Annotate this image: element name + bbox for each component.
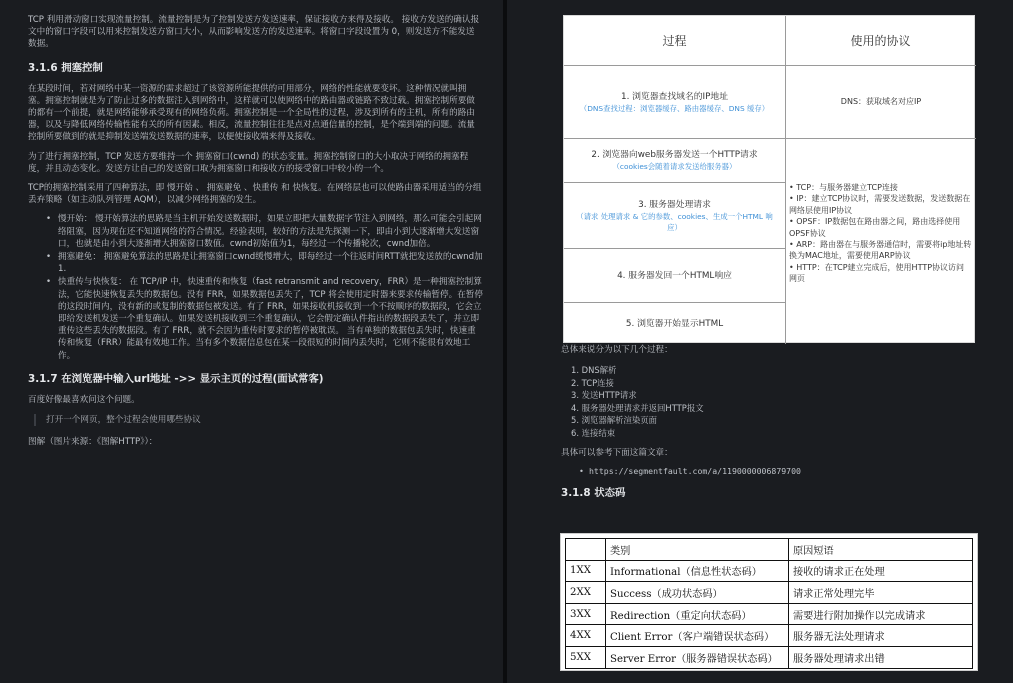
browser-process-diagram (563, 15, 975, 343)
summary-text: 总体来说分为以下几个过程： (561, 345, 673, 355)
table-header-row (566, 539, 973, 561)
url-process-heading: 3.1.7 在浏览器中输入url地址 ->> 显示主页的过程(面试常客) (28, 372, 324, 385)
process-step-2: 2. 浏览器向web服务器发送一个HTTP请求 （cookies会随着请求发送给服务器） (591, 150, 758, 171)
status-code-heading: 3.1.8 状态码 (561, 487, 626, 500)
flow-control-paragraph: TCP 利用滑动窗口实现流量控制。流量控制是为了控制发送方发送速率，保证接收方来得及接收。 接收方发送的确认报文中的窗口字段可以用来控制发送方窗口大小，从而影响发送方的发送速率。将窗口字段设置为 0，则发送方不能发送数据。 (28, 15, 480, 50)
congestion-paragraph-1: 在某段时间，若对网络中某一资源的需求超过了该资源所能提供的可用部分，网络的性能就要变坏。这种情况就叫拥塞。拥塞控制就是为了防止过多的数据注入到网络中，这样就可以使网络中的路由器或链路不致过载。拥塞控制所要做的都有一个前提，就是网络能够承受现有的网络负荷。拥塞控制是一个全局性的过程，涉及到所有的主机，所有的路由器，以及与降低网络传输性能有关的所有因素。相反，流量控制往往是点对点通信量的控制，是个端到端的问题。流量控制所要做到的就是抑制发送端发送数据的速率，以便使接收端来得及接收。 (28, 83, 475, 143)
protocol-list-cell (786, 182, 976, 285)
protocol-http: • HTTP：在TCP建立完成后，使用HTTP协议访问网页 (789, 262, 965, 284)
baidu-paragraph: 百度好像最喜欢问这个问题。 (28, 394, 140, 405)
figure-caption: 图解（图片来源：《图解HTTP》）： (28, 437, 158, 448)
table-row: 3XX Redirection（重定向状态码） 需要进行附加操作以完成请求 (566, 603, 973, 625)
process-step-3: 3. 服务器处理请求 （请求 处理请求 & 它的参数、cookies、生成一个HTML 响应） (576, 199, 773, 232)
protocol-quote: 打开一个网页，整个过程会使用哪些协议 (34, 414, 483, 426)
list-item: 5. 浏览器解析渲染页面 (571, 415, 658, 426)
status-code-table (565, 538, 973, 669)
status-code-table-image (560, 533, 978, 671)
protocol-opsf: • OPSF：IP数据包在路由器之间，路由选择使用OPSF协议 (789, 217, 961, 238)
table-row: 2XX Success（成功状态码） 请求正常处理完毕 (566, 582, 973, 604)
process-column-header: 过程 (564, 16, 785, 66)
list-item: 3. 发送HTTP请求 (571, 390, 637, 401)
list-item: 4. 服务器处理请求并返回HTTP报文 (571, 402, 704, 413)
protocol-tcp: • TCP：与服务器建立TCP连接 (789, 183, 898, 192)
process-step-1: 1. 浏览器查找域名的IP地址 （DNS查找过程：浏览器缓存、路由器缓存、DNS 缓存） (579, 92, 770, 113)
protocol-arp: • ARP：路由器在与服务器通信时，需要将ip地址转换为MAC地址，需要使用ARP协议 (789, 240, 972, 261)
table-row: 5XX Server Error（服务器错误状态码） 服务器处理请求出错 (566, 646, 973, 668)
list-item: 6. 连接结束 (571, 427, 616, 438)
header-reason: 原因短语 (789, 539, 973, 561)
list-item: 2. TCP连接 (571, 377, 614, 388)
process-steps-list (571, 364, 993, 439)
protocol-ip: • IP：建立TCP协议时，需要发送数据，发送数据在网络层使用IP协议 (789, 194, 971, 215)
list-item: 1. DNS解析 (571, 365, 617, 376)
algorithm-list (46, 213, 483, 361)
list-item: • 拥塞避免： 拥塞避免算法的思路是让拥塞窗口cwnd缓慢增大，即每经过一个往返时间RTT就把发送放的cwnd加1. (46, 251, 483, 275)
header-category: 类别 (606, 539, 789, 561)
congestion-paragraph-2: 为了进行拥塞控制，TCP 发送方要维持一个 拥塞窗口(cwnd) 的状态变量。拥塞控制窗口的大小取决于网络的拥塞程度，并且动态变化。发送方让自己的发送窗口取为拥塞窗口和接收方的接受窗口中较小的一个。 (28, 151, 469, 174)
dns-protocol-cell: DNS：获取域名对应IP (840, 97, 922, 107)
list-item: • 慢开始： 慢开始算法的思路是当主机开始发送数据时，如果立即把大量数据字节注入到网络，那么可能会引起网络阻塞，因为现在还不知道网络的符合情况。经验表明，较好的方法是先探测一下，即由小到大逐渐增大发送窗口，也就是由小到大逐渐增大拥塞窗口数值。cwnd初始值为1，每经过一个传播轮次，cwnd加倍。 (46, 213, 483, 250)
left-page (0, 0, 503, 683)
reference-link[interactable]: • https://segmentfault.com/a/1190000006879700 (579, 466, 993, 476)
process-step-5: 5. 浏览器开始显示HTML (625, 318, 724, 329)
table-row: 4XX Client Error（客户端错误状态码） 服务器无法处理请求 (566, 625, 973, 647)
table-row: 1XX Informational（信息性状态码） 接收的请求正在处理 (566, 560, 973, 582)
reference-text: 具体可以参考下面这篇文章： (561, 448, 673, 459)
congestion-paragraph-3: TCP的拥塞控制采用了四种算法，即 慢开始 、 拥塞避免 、快重传 和 快恢复。在网络层也可以使路由器采用适当的分组丢弃策略（如主动队列管理 AQM），以减少网络拥塞的发生。 (28, 183, 482, 206)
list-item: • 快重传与快恢复： 在 TCP/IP 中，快速重传和恢复（fast retransmit and recovery，FRR）是一种拥塞控制算法，它能快速恢复丢失的数据包。没有 FRR，如果数据包丢失了，TCP 将会使用定时器来要求传输暂停。在暂停的这段时间内，没有新的或复制的数据包被发送。有了 FRR，如果接收机接收到一个不按顺序的数据段，它会立即给发送机发送一个重复确认。如果发送机接收到三个重复确认，它会假定确认件指出的数据段丢失了，并立即重传这些丢失的数据段。有了 FRR，就不会因为重传时要求的暂停被耽误。 当有单独的数据包丢失时，快速重传和恢复（FRR）能最有效地工作。当有多个数据信息包在某一段很短的时间内丢失时，它则不能很有效地工作。 (46, 276, 483, 361)
congestion-control-heading: 3.1.6 拥塞控制 (28, 61, 103, 74)
protocol-column-header: 使用的协议 (785, 16, 976, 66)
process-step-4: 4. 服务器发回一个HTML响应 (617, 270, 732, 281)
